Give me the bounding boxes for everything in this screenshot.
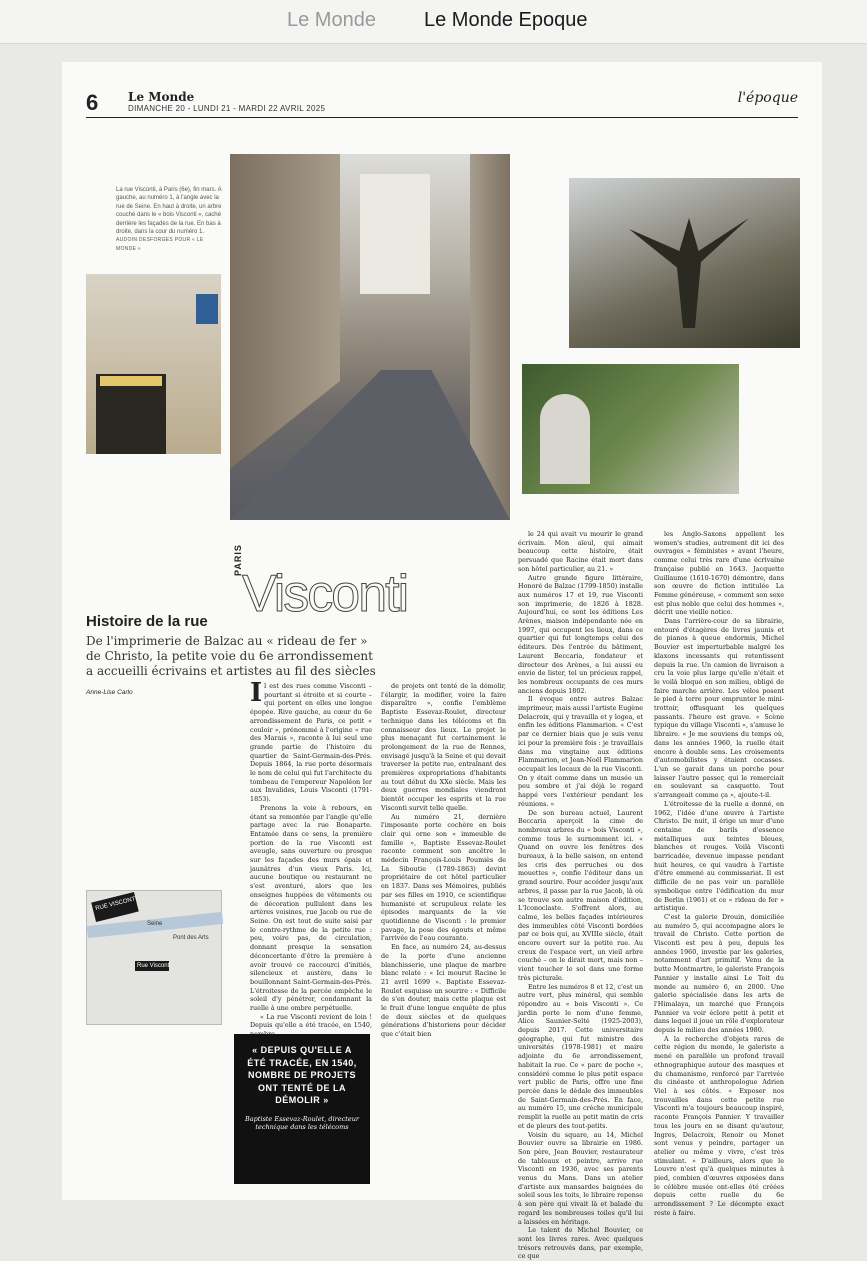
byline: Anne-Lise Carlo [86,689,133,696]
paragraph: Autre grande figure littéraire, Honoré de Balzac (1799-1850) installe aux numéros 17 et 19, rue Visconti son imprimerie, de 1826 à 1828. Aujourd'hui, ce sont les éditions Les Arènes, maison indépendante née en 1997, qui occupent les lieux, dans ce quartier qui fut longtemps celui des éditeurs. Dès l'entrée du bâtiment, Laurent Beccaria, fondateur et directeur des Arènes, a lui aussi eu envie de lister, tel un précieux rappel, les nombreux occupants de ces murs anciens depuis 1802. [518,573,643,695]
map-label: Seine [147,921,163,927]
pull-quote [234,1034,370,1184]
app-tab-bar [0,0,867,44]
tab-le-monde[interactable]: Le Monde [287,9,376,31]
street-map [86,890,222,1025]
paragraph: le 24 qui avait vu mourir le grand écrivain. Mon aïeul, qui aimait beaucoup cette histoire, était persuadé que Racine était mort dans son hôtel particulier, au 21. » [518,530,643,573]
header-rule [86,117,798,118]
headline: Histoire de la rue [86,613,208,630]
map-label: Rue Visconti [137,963,171,969]
paragraph: Dans l'arrière-cour de sa librairie, entouré d'étagères de livres jaunis et de pianos à queue endormis, Michel Bouvier est imperturbable malgré les klaxons incessants qui retentissent depuis la rue. Un camion de livraison a cru la voie plus large qu'elle n'était et le voilà bloqué en son milieu, obligé de faire marche arrière. Les vélos posent le pied à terre pour emprunter le mini-trottoir, offusquant les quelques passants. l'heure est grave. « Scène typique du village Visconti », s'amuse le libraire. « Je me souviens du temps où, dans les années 1960, la ruelle était encore à double sens. Les croisements d'automobilistes y étaient cocasses. L'un se garait dans un porche pour laisser l'autre passer, qui le remerciait en soulevant sa casquette. Tout s'arrangeait comme ça », ajoute-t-il. [654,617,784,800]
article-column-3 [518,530,643,1261]
paragraph: « La rue Visconti revient de loin ! Depuis qu'elle a été tracée, en 1540, [250,1012,372,1030]
pull-quote-text: « DEPUIS QU'ELLE A ÉTÉ TRACÉE, EN 1540, NOMBRE DE PROJETS ONT TENTÉ DE LA DÉMOLIR » [247,1045,357,1105]
paragraph: Le talent de Michel Bouvier, ce sont les livres rares. Avec quelques trésors retrouvés dans, par exemple, ce que [518,1226,643,1261]
photo-credit: AUDOIN DESFORGES POUR « LE MONDE » [116,237,204,252]
paragraph: Voisin du square, au 14, Michel Bouvier ouvre sa librairie en 1986. Son père, Jean Bouvier, restaurateur de tableaux et peintre, arrive rue Visconti en 1936, avec ses parents venus du Mans. Dans un atelier d'artiste aux mansardes baignées de soleil sous les toits, le libraire repense à son père qui vivait là et balade du regard les nombreuses toiles qu'il lui a laissées en héritage. [518,1130,643,1226]
map-label: Pont des Arts [173,935,209,941]
newspaper-page [62,62,822,1261]
paragraph: les Anglo-Saxons appellent les women's studies, autrement dit ici des ouvrages « féministes » avant l'heure, comme celui très rare d'une écrivaine française publié en 1643. Jacquette Guillaume (1610-1670) démontre, dans son œuvre de fiction intitulée La Femme généreuse, « comment son sexe est plus noble que celui des hommes », décrit une vieille notice. [654,530,784,617]
caption-text: La rue Visconti, à Paris (6e), fin mars. A gauche, au numéro 1, à l'angle avec la rue de Seine. En haut à droite, un arbre couché dans le « bois Visconti », caché derrière les façades de la rue. En bas à droite, dans la cour du numéro 1. [116,187,222,236]
drop-cap: I [250,678,263,708]
paragraph: De son bureau actuel, Laurent Beccaria aperçoit la cime de nombreux arbres du « bois Visconti », comme tous le surnomment ici. « Quand on ouvre les fenêtres des bureaux, à la belle saison, on entend les cris des perruches ou des mouettes », confie l'éditeur dans un grand sourire. Pour accéder jusqu'aux arbres, il passe par la rue Jacob, là où se trouve son autre maison d'édition, L'Iconoclaste. S'offrent alors, au calme, les belles façades intérieures des immeubles côté Visconti bordées par ce bois qui, au XVIIIe siècle, était encore ouvert sur la petite rue. Au creux de l'espace vert, un vieil arbre couché – on le dirait mort, mais non – vient toucher le sol dans une forme très picturale. [518,808,643,982]
street-photo [230,154,510,520]
photo-caption [116,186,224,253]
map-pin-label: RUE VISCONTI [94,895,138,913]
paragraph: Entre les numéros 8 et 12, c'est un autre vert, plus minéral, qui semble répondre au « bois Visconti ». Ce jardin porte le nom d'une femme, Alice Saunier-Seïté (1925-2003), depuis 2017. Cette universitaire géographe, qui fut ministre des universités (1978-1981) et maire adjointe du 6e arrondissement, habitait la rue. Ce « parc de poche », considéré comme le plus petit espace vert public de Paris, offre une fine percée dans le dédale des immeubles de Saint-Germain-des-Prés. En face, au numéro 15, une crèche municipale remplit la ruelle au petit matin de cris et de pleurs des tout-petits. [518,982,643,1130]
paragraph: l est des rues comme Visconti – pourtant si étroite et si courte – qui portent en elles une longue épopée. Rive gauche, au cœur du 6e arrondissement de Paris, ce petit « couloir », prénommé à l'origine « rue des Marais », raconte à lui seul une grande partie de l'histoire du quartier de Saint-Germain-des-Prés. Depuis 1864, la rue porte désormais le nom de celui qui fut l'architecte du tombeau de l'empereur Napoléon Ier aux Invalides, Louis Visconti (1791-1853). [250,682,372,804]
pull-quote-attribution: Baptiste Essevaz-Roulet, directeur technique dans les télécoms [244,1114,360,1131]
paragraph: Prenons la voie à rebours, en étant sa remontée par l'angle qu'elle partage avec la rue Bonaparte. Entamée dans ce sens, la première portion de la rue Visconti est aveugle, sans ouverture ou presque sur les façades des murs épais et jaunâtres d'un vieux Paris. Ici, aucune boutique ou restaurant ne s'est aventuré, alors que les enseignes huppées de vêtements ou de décoration pullulent dans les artères voisines, rue Jacob ou rue de Seine. On est tout de suite saisi par le contre-rythme de la petite rue : peu, voire pas, de circulation, donnant presque la sensation déconcertante d'être la première à avoir trouvé ce raccourci d'initiés, silencieux et austère, dans le bouillonnant Saint-Germain-des-Prés. L'étroitesse de la percée empêche le soleil d'y pénétrer, condamnant la ruelle à une ombre perpétuelle. [250,803,372,1013]
article-column-4 [654,530,784,1217]
paragraph: de projets ont tenté de la démolir, l'élargir, la modifier, voire la faire disparaître », confie l'emblème Baptiste Essevaz-Roulet, directeur technique dans les télécoms et fin connaisseur des lieux. Le projet le plus menaçant fut certainement le prolongement de la rue de Rennes, envisagé jusqu'à la Seine et qui devait traverser la petite rue, entraînant des premières expropriations d'habitants au tout début du XXe siècle. Mais les deux guerres mondiales viendront bientôt occuper les esprits et la rue Visconti survit telle quelle. [381,682,506,812]
courtyard-photo [522,364,739,494]
paragraph: Au numéro 21, dernière l'imposante porte cochère en bois clair qui orne son « immeuble de famille », Baptiste Essevaz-Roulet raconte comment son ancêtre le médecin François-Louis Poumiès de La Siboutie (1789-1863) devint propriétaire de cet hôtel particulier en 1837. Dans ses Mémoires, publiés par ses filles en 1910, ce scientifique humaniste et scrupuleux relate les épisodes marquants de la vie quotidienne de Visconti : le premier pavage, la pose des égouts et même l'arrivée de l'eau courante. [381,812,506,943]
paragraph: A la recherche d'objets rares de cette région du monde, le galeriste a mené en parallèle un profond travail ethnographique autour des masques et du chamanisme, renforcé par l'arrivée du cinéaste et anthropologue Adrien Viel à ses côtés. « Exposer nos trouvailles dans cette petite rue Visconti m'a toujours beaucoup inspiré, raconte François Pannier. Y travailler tous les jours en se disant qu'autour, Ingres, Delacroix, Renoir ou Monet sont venus y peindre, partager un atelier ou même y vivre, c'est très stimulant. » D'ailleurs, alors que le Louvre n'est qu'à quelques minutes à pied, combien d'œuvres exposées dans le célèbre musée ont-elles été créées depuis cette ruelle du 6e arrondissement ? Le décompte exact reste à faire. [654,1034,784,1217]
page-number: 6 [86,90,99,115]
paragraph: Il évoque entre autres Balzac imprimeur, mais aussi l'artiste Eugène Delacroix, qui y travailla et y logea, et enfin les éditions Flammarion. « C'est par ce dernier biais que je suis venu ici pour la première fois : je travaillais dans ma vingtaine aux éditions Flammarion, et Jean-Noël Flammarion occupait les locaux de la rue Visconti. On y était comme dans un musée un peu sombre et j'ai déjà le regard happé vers l'extérieur pendant les réunions. » [518,695,643,808]
issue-date: DIMANCHE 20 - LUNDI 21 - MARDI 22 AVRIL 2025 [128,104,326,113]
paragraph: L'étroitesse de la ruelle a donné, en 1962, l'idée d'une œuvre à l'artiste Christo. De nuit, il érige un mur d'une centaine de barils d'essence métalliques aux teintes bleues, blanches et rouges. Voilà Visconti barricadée, devenue impasse pendant huit heures, ce qui vaudra à l'artiste d'être emmené au commissariat. Il est difficile de ne pas voir un parallèle symbolique entre l'édification du mur de Berlin (1961) et ce « rideau de fer » artistique. [654,799,784,913]
paragraph: En face, au numéro 24, au-dessus de la porte d'une ancienne blanchisserie, une plaque de marbre blanc relate : « Ici mourut Racine le 21 avril 1699 ». Baptiste Essevaz-Roulet esquisse un sourire : « Difficile de s'en douter, mais cette plaque est le fruit d'une longue enquête de plus de deux siècles et de quelques générations d'historiens pour décider que c'était bien [381,943,506,1039]
section-name: l'époque [737,90,798,106]
article-column-1 [250,678,372,1030]
headline-big-word: Visconti [242,565,408,623]
paragraph: C'est la galerie Drouin, domiciliée au numéro 5, qui accompagne alors le travail de Christo. Cette portion de Visconti est peu à peu, depuis les années 1960, investie par les galeries, notamment d'art primitif. Venu de la butte Montmartre, le galeriste François Pannier y installe ainsi Le Toit du monde au numéro 6, en 2000. Une galerie spécialisée dans les arts de l'Himalaya, un marché que François Pannier va voir éclore petit à petit et dans lequel il joue un rôle d'explorateur depuis le milieu des années 1980. [654,912,784,1035]
article-column-2 [381,682,506,1200]
article-deck: De l'imprimerie de Balzac au « rideau de fer » de Christo, la petite voie du 6e arrondissement a accueilli écrivains et artistes au fil des siècles [86,634,376,678]
tab-le-monde-epoque[interactable]: Le Monde Epoque [424,9,588,31]
shop-front-photo [86,274,221,454]
article-kicker: PARIS [233,544,243,576]
masthead-logo: Le Monde [128,90,195,104]
fallen-tree-photo [569,178,800,348]
